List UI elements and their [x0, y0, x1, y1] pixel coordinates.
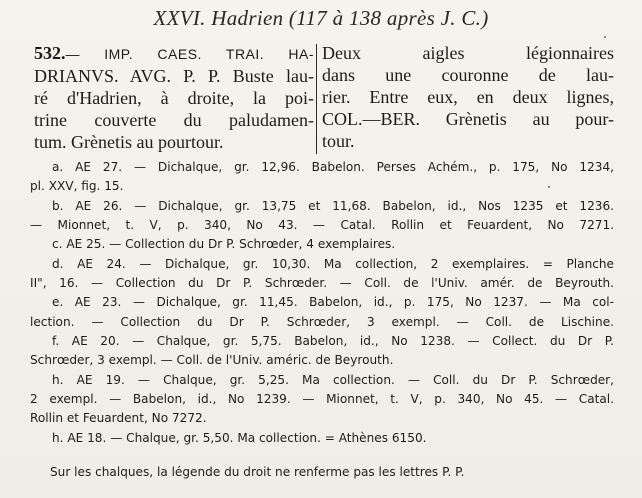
entry-line: II", 16. — Collection du Dr P. Schrœder. — Coll. de l'Univ. amér. de Beyrouth. [30, 276, 614, 291]
print-speck [548, 186, 550, 188]
obverse-line-text: — IMP. CAES. TRAI. HA- [65, 46, 314, 62]
reverse-line: dans une couronne de lau- [322, 65, 614, 85]
entry-line: d. AE 24. — Dichalque, gr. 10,30. Ma collection, 2 exemplaires. = Planche [52, 256, 614, 271]
entry-line: f. AE 20. — Chalque, gr. 5,75. Babelon, id., No 1238. — Collect. du Dr P. [52, 334, 614, 349]
obverse-line: tum. Grènetis au pourtour. [34, 132, 224, 152]
entry-line: Schrœder, 3 exempl. — Coll. de l'Univ. améric. de Beyrouth. [30, 353, 394, 368]
obverse-line [34, 42, 314, 65]
reverse-column [322, 42, 614, 152]
obverse-column [34, 42, 314, 153]
specimen-entries [30, 158, 614, 448]
entry-line: h. AE 19. — Chalque, gr. 5,25. Ma collection. — Coll. du Dr P. Schrœder, [52, 372, 614, 387]
entry-line: — Mionnet, t. V, p. 340, No 43. — Catal. Rollin et Feuardent, No 7271. [30, 218, 614, 233]
reverse-line: rier. Entre eux, en deux lignes, [322, 87, 614, 107]
footer-note: Sur les chalques, la légende du droit ne renferme pas les lettres P. P. [50, 465, 465, 479]
entry-line: Rollin et Feuardent, No 7272. [30, 411, 207, 426]
entry-line: e. AE 23. — Dichalque, gr. 11,45. Babelon, id., p. 175, No 1237. — Ma col- [52, 295, 614, 310]
entry-line: lection. — Collection du Dr P. Schrœder, 3 exempl. — Coll. de Lischine. [30, 314, 614, 329]
page-title: XXVI. Hadrien (117 à 138 après J. C.) [153, 6, 489, 30]
entry-line: c. AE 25. — Collection du Dr P. Schrœder, 4 exemplaires. [52, 237, 396, 252]
entry-line: h. AE 18. — Chalque, gr. 5,50. Ma collection. = Athènes 6150. [52, 430, 427, 445]
reverse-line: tour. [322, 131, 355, 151]
entry-line: b. AE 26. — Dichalque, gr. 13,75 et 11,68. Babelon, id., Nos 1235 et 1236. [52, 198, 614, 213]
print-speck [604, 36, 606, 38]
obverse-line: DRIANVS. AVG. P. P. Buste lau- [34, 66, 314, 86]
entry-line: pl. XXV, fig. 15. [30, 179, 124, 194]
obverse-line: ré d'Hadrien, à droite, la poi- [34, 88, 314, 108]
reverse-line: Deux aigles légionnaires [322, 43, 614, 63]
reverse-line: COL.—BER. Grènetis au pour- [322, 109, 614, 129]
entry-line: 2 exempl. — Babelon, id., No 1239. — Mionnet, t. V, p. 340, No 45. — Catal. [30, 392, 614, 407]
column-divider [316, 44, 317, 154]
entry-line: a. AE 27. — Dichalque, gr. 12,96. Babelon. Perses Achém., p. 175, No 1234, [52, 160, 614, 174]
coin-number: 532. [34, 43, 66, 63]
obverse-line: trine couverte du paludamen- [34, 110, 314, 130]
